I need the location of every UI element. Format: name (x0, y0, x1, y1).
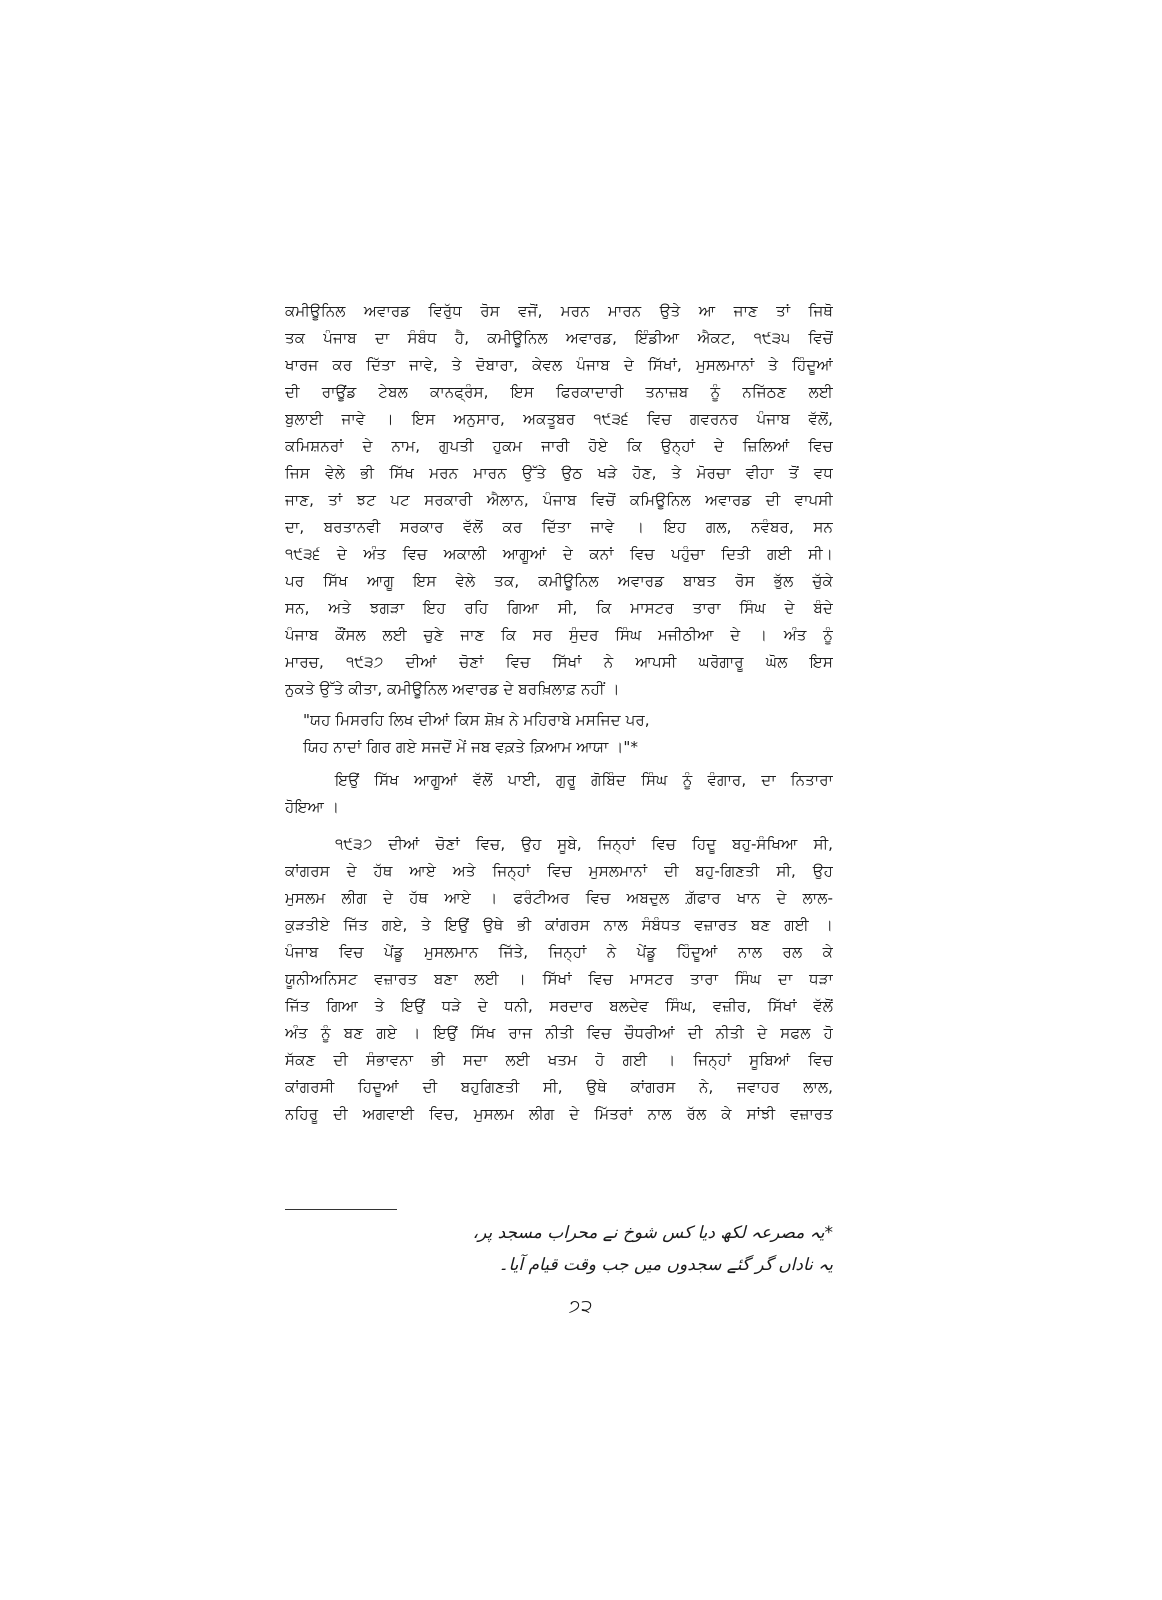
main-text (285, 298, 833, 1128)
text-line: ਖਾਰਜ ਕਰ ਦਿੱਤਾ ਜਾਵੇ, ਤੇ ਦੋਬਾਰਾ, ਕੇਵਲ ਪੰਜਾਬ ਦੇ ਸਿੱਖਾਂ, ਮੁਸਲਮਾਨਾਂ ਤੇ ਹਿੰਦੂਆਂ (285, 356, 833, 374)
text-line: ਕਾਂਗਰਸੀ ਹਿਦੂਆਂ ਦੀ ਬਹੁਗਿਣਤੀ ਸੀ, ਉਥੇ ਕਾਂਗਰਸ ਨੇ, ਜਵਾਹਰ ਲਾਲ, (285, 1078, 833, 1096)
text-line: ਮੁਸਲਮ ਲੀਗ ਦੇ ਹੱਥ ਆਏ । ਫਰੰਟੀਅਰ ਵਿਚ ਅਬਦੁਲ ਗ਼ੱਫਾਰ ਖਾਨ ਦੇ ਲਾਲ- (285, 889, 833, 907)
text-line: ਪੰਜਾਬ ਵਿਚ ਪੇਂਡੂ ਮੁਸਲਮਾਨ ਜਿੱਤੇ, ਜਿਨ੍ਹਾਂ ਨੇ ਪੇਂਡੂ ਹਿੰਦੂਆਂ ਨਾਲ ਰਲ ਕੇ (285, 943, 833, 961)
text-line: ਯੂਨੀਅਨਿਸਟ ਵਜ਼ਾਰਤ ਬਣਾ ਲਈ । ਸਿੱਖਾਂ ਵਿਚ ਮਾਸਟਰ ਤਾਰਾ ਸਿੰਘ ਦਾ ਧੜਾ (285, 970, 833, 988)
text-line: ਤਕ ਪੰਜਾਬ ਦਾ ਸੰਬੰਧ ਹੈ, ਕਮੀਊਨਿਲ ਅਵਾਰਡ, ਇੰਡੀਆ ਐਕਟ, ੧੯੩੫ ਵਿਚੋਂ (285, 329, 833, 347)
footnote-divider (285, 1209, 397, 1210)
text-line: ਹੋਇਆ । (285, 798, 340, 816)
paragraph-1 (285, 298, 833, 703)
paragraph-2 (285, 767, 833, 821)
text-line: ਜਿਸ ਵੇਲੇ ਭੀ ਸਿੱਖ ਮਰਨ ਮਾਰਨ ਉੱਤੇ ਉਠ ਖੜੇ ਹੋਣ, ਤੇ ਮੋਰਚਾ ਵੀਹਾ ਤੋਂ ਵਧ (285, 464, 833, 482)
verse-line: "ਯਹ ਮਿਸਰਹਿ ਲਿਖ ਦੀਆਂ ਕਿਸ ਸ਼ੋਖ਼ ਨੇ ਮਹਿਰਾਬੇ ਮਸਜਿਦ ਪਰ, (303, 711, 650, 729)
text-line: ਜਿੱਤ ਗਿਆ ਤੇ ਇਉਂ ਧੜੇ ਦੇ ਧਨੀ, ਸਰਦਾਰ ਬਲਦੇਵ ਸਿੰਘ, ਵਜ਼ੀਰ, ਸਿੱਖਾਂ ਵੱਲੋਂ (285, 997, 833, 1015)
text-line: ਪੰਜਾਬ ਕੌਂਸਲ ਲਈ ਚੁਣੇ ਜਾਣ ਕਿ ਸਰ ਸੁੰਦਰ ਸਿੰਘ ਮਜੀਠੀਆ ਦੇ । ਅੰਤ ਨੂੰ (285, 626, 833, 644)
text-line: ਜਾਣ, ਤਾਂ ਝਟ ਪਟ ਸਰਕਾਰੀ ਐਲਾਨ, ਪੰਜਾਬ ਵਿਚੋਂ ਕਮਿਊਨਿਲ ਅਵਾਰਡ ਦੀ ਵਾਪਸੀ (285, 491, 833, 509)
verse-line: ਯਿਹ ਨਾਦਾਂ ਗਿਰ ਗਏ ਸਜਦੋਂ ਮੇਂ ਜਬ ਵਕ਼ਤੇ ਕ਼ਿਆਮ ਆਯਾ ।"* (303, 738, 639, 756)
text-line: ਕਮਿਸ਼ਨਰਾਂ ਦੇ ਨਾਮ, ਗੁਪਤੀ ਹੁਕਮ ਜਾਰੀ ਹੋਏ ਕਿ ਉਨ੍ਹਾਂ ਦੇ ਜ਼ਿਲਿਆਂ ਵਿਚ (285, 437, 833, 455)
text-line: ਪਰ ਸਿੱਖ ਆਗੂ ਇਸ ਵੇਲੇ ਤਕ, ਕਮੀਊਨਿਲ ਅਵਾਰਡ ਬਾਬਤ ਰੋਸ ਭੁੱਲ ਚੁੱਕੇ (285, 572, 833, 590)
text-line: ਨਹਿਰੂ ਦੀ ਅਗਵਾਈ ਵਿਚ, ਮੁਸਲਮ ਲੀਗ ਦੇ ਮਿੱਤਰਾਂ ਨਾਲ ਰੱਲ ਕੇ ਸਾਂਝੀ ਵਜ਼ਾਰਤ (285, 1105, 833, 1123)
text-line: ਅੰਤ ਨੂੰ ਬਣ ਗਏ । ਇਉਂ ਸਿੱਖ ਰਾਜ ਨੀਤੀ ਵਿਚ ਚੌਧਰੀਆਂ ਦੀ ਨੀਤੀ ਦੇ ਸਫਲ ਹੋ (285, 1024, 833, 1042)
verse-quote (285, 707, 833, 761)
text-line: ਬੁਲਾਈ ਜਾਵੇ । ਇਸ ਅਨੁਸਾਰ, ਅਕਤੂਬਰ ੧੯੩੬ ਵਿਚ ਗਵਰਨਰ ਪੰਜਾਬ ਵੱਲੋਂ, (285, 410, 833, 428)
text-line: ਦਾ, ਬਰਤਾਨਵੀ ਸਰਕਾਰ ਵੱਲੋਂ ਕਰ ਦਿੱਤਾ ਜਾਵੇ । ਇਹ ਗਲ, ਨਵੰਬਰ, ਸਨ (285, 518, 833, 536)
text-line: ਦੀ ਰਾਊਂਡ ਟੇਬਲ ਕਾਨਫ੍ਰੰਸ, ਇਸ ਫਿਰਕਾਦਾਰੀ ਤਨਾਜ਼ਬ ਨੂੰ ਨਜਿੱਠਣ ਲਈ (285, 383, 833, 401)
text-line: ੧੯੩੭ ਦੀਆਂ ਚੋਣਾਂ ਵਿਚ, ਉਹ ਸੂਬੇ, ਜਿਨ੍ਹਾਂ ਵਿਚ ਹਿਦੂ ਬਹੁ-ਸੰਖਿਆ ਸੀ, (335, 835, 833, 853)
text-line: ਮਾਰਚ, ੧੯੩੭ ਦੀਆਂ ਚੋਣਾਂ ਵਿਚ ਸਿੱਖਾਂ ਨੇ ਆਪਸੀ ਘਰੋਗਾਰੂ ਘੋਲ ਇਸ (285, 653, 833, 671)
spacer (285, 821, 833, 831)
text-line: ਨੁਕਤੇ ਉੱਤੇ ਕੀਤਾ, ਕਮੀਊਨਿਲ ਅਵਾਰਡ ਦੇ ਬਰਖ਼ਿਲਾਫ਼ ਨਹੀਂ । (285, 680, 620, 698)
footnote-line: یہ ناداں گر گئے سجدوں میں جب وقت قیام آیا۔ (498, 1255, 833, 1275)
text-line: ਸੱਕਣ ਦੀ ਸੰਭਾਵਨਾ ਭੀ ਸਦਾ ਲਈ ਖਤਮ ਹੋ ਗਈ । ਜਿਨ੍ਹਾਂ ਸੂਬਿਆਂ ਵਿਚ (285, 1051, 833, 1069)
text-line: ੧੯੩੬ ਦੇ ਅੰਤ ਵਿਚ ਅਕਾਲੀ ਆਗੂਆਂ ਦੇ ਕਨਾਂ ਵਿਚ ਪਹੁੰਚਾ ਦਿਤੀ ਗਈ ਸੀ। (285, 545, 833, 563)
text-line: ਕਾਂਗਰਸ ਦੇ ਹੱਥ ਆਏ ਅਤੇ ਜਿਨ੍ਹਾਂ ਵਿਚ ਮੁਸਲਮਾਨਾਂ ਦੀ ਬਹੁ-ਗਿਣਤੀ ਸੀ, ਉਹ (285, 862, 833, 880)
text-line: ਇਉਂ ਸਿੱਖ ਆਗੂਆਂ ਵੱਲੋਂ ਪਾਈ, ਗੁਰੂ ਗੋਬਿੰਦ ਸਿੰਘ ਨੂੰ ਵੰਗਾਰ, ਦਾ ਨਿਤਾਰਾ (335, 771, 833, 789)
paragraph-3 (285, 831, 833, 1128)
footnote-line: *یہ مصرعہ لکھ دیا کس شوخ نے محراب مسجد پر، (472, 1223, 833, 1243)
text-line: ਕੁੜਤੀਏ ਜਿੱਤ ਗਏ, ਤੇ ਇਉਂ ਉਥੇ ਭੀ ਕਾਂਗਰਸ ਨਾਲ ਸੰਬੰਧਤ ਵਜ਼ਾਰਤ ਬਣ ਗਈ । (285, 916, 833, 934)
page-number: ੭੨ (568, 1296, 594, 1317)
text-line: ਕਮੀਊਨਿਲ ਅਵਾਰਡ ਵਿਰੁੱਧ ਰੋਸ ਵਜੋਂ, ਮਰਨ ਮਾਰਨ ਉਤੇ ਆ ਜਾਣ ਤਾਂ ਜਿਥੋ (285, 302, 833, 320)
text-line: ਸਨ, ਅਤੇ ਝਗੜਾ ਇਹ ਰਹਿ ਗਿਆ ਸੀ, ਕਿ ਮਾਸਟਰ ਤਾਰਾ ਸਿੰਘ ਦੇ ਬੰਦੇ (285, 599, 833, 617)
